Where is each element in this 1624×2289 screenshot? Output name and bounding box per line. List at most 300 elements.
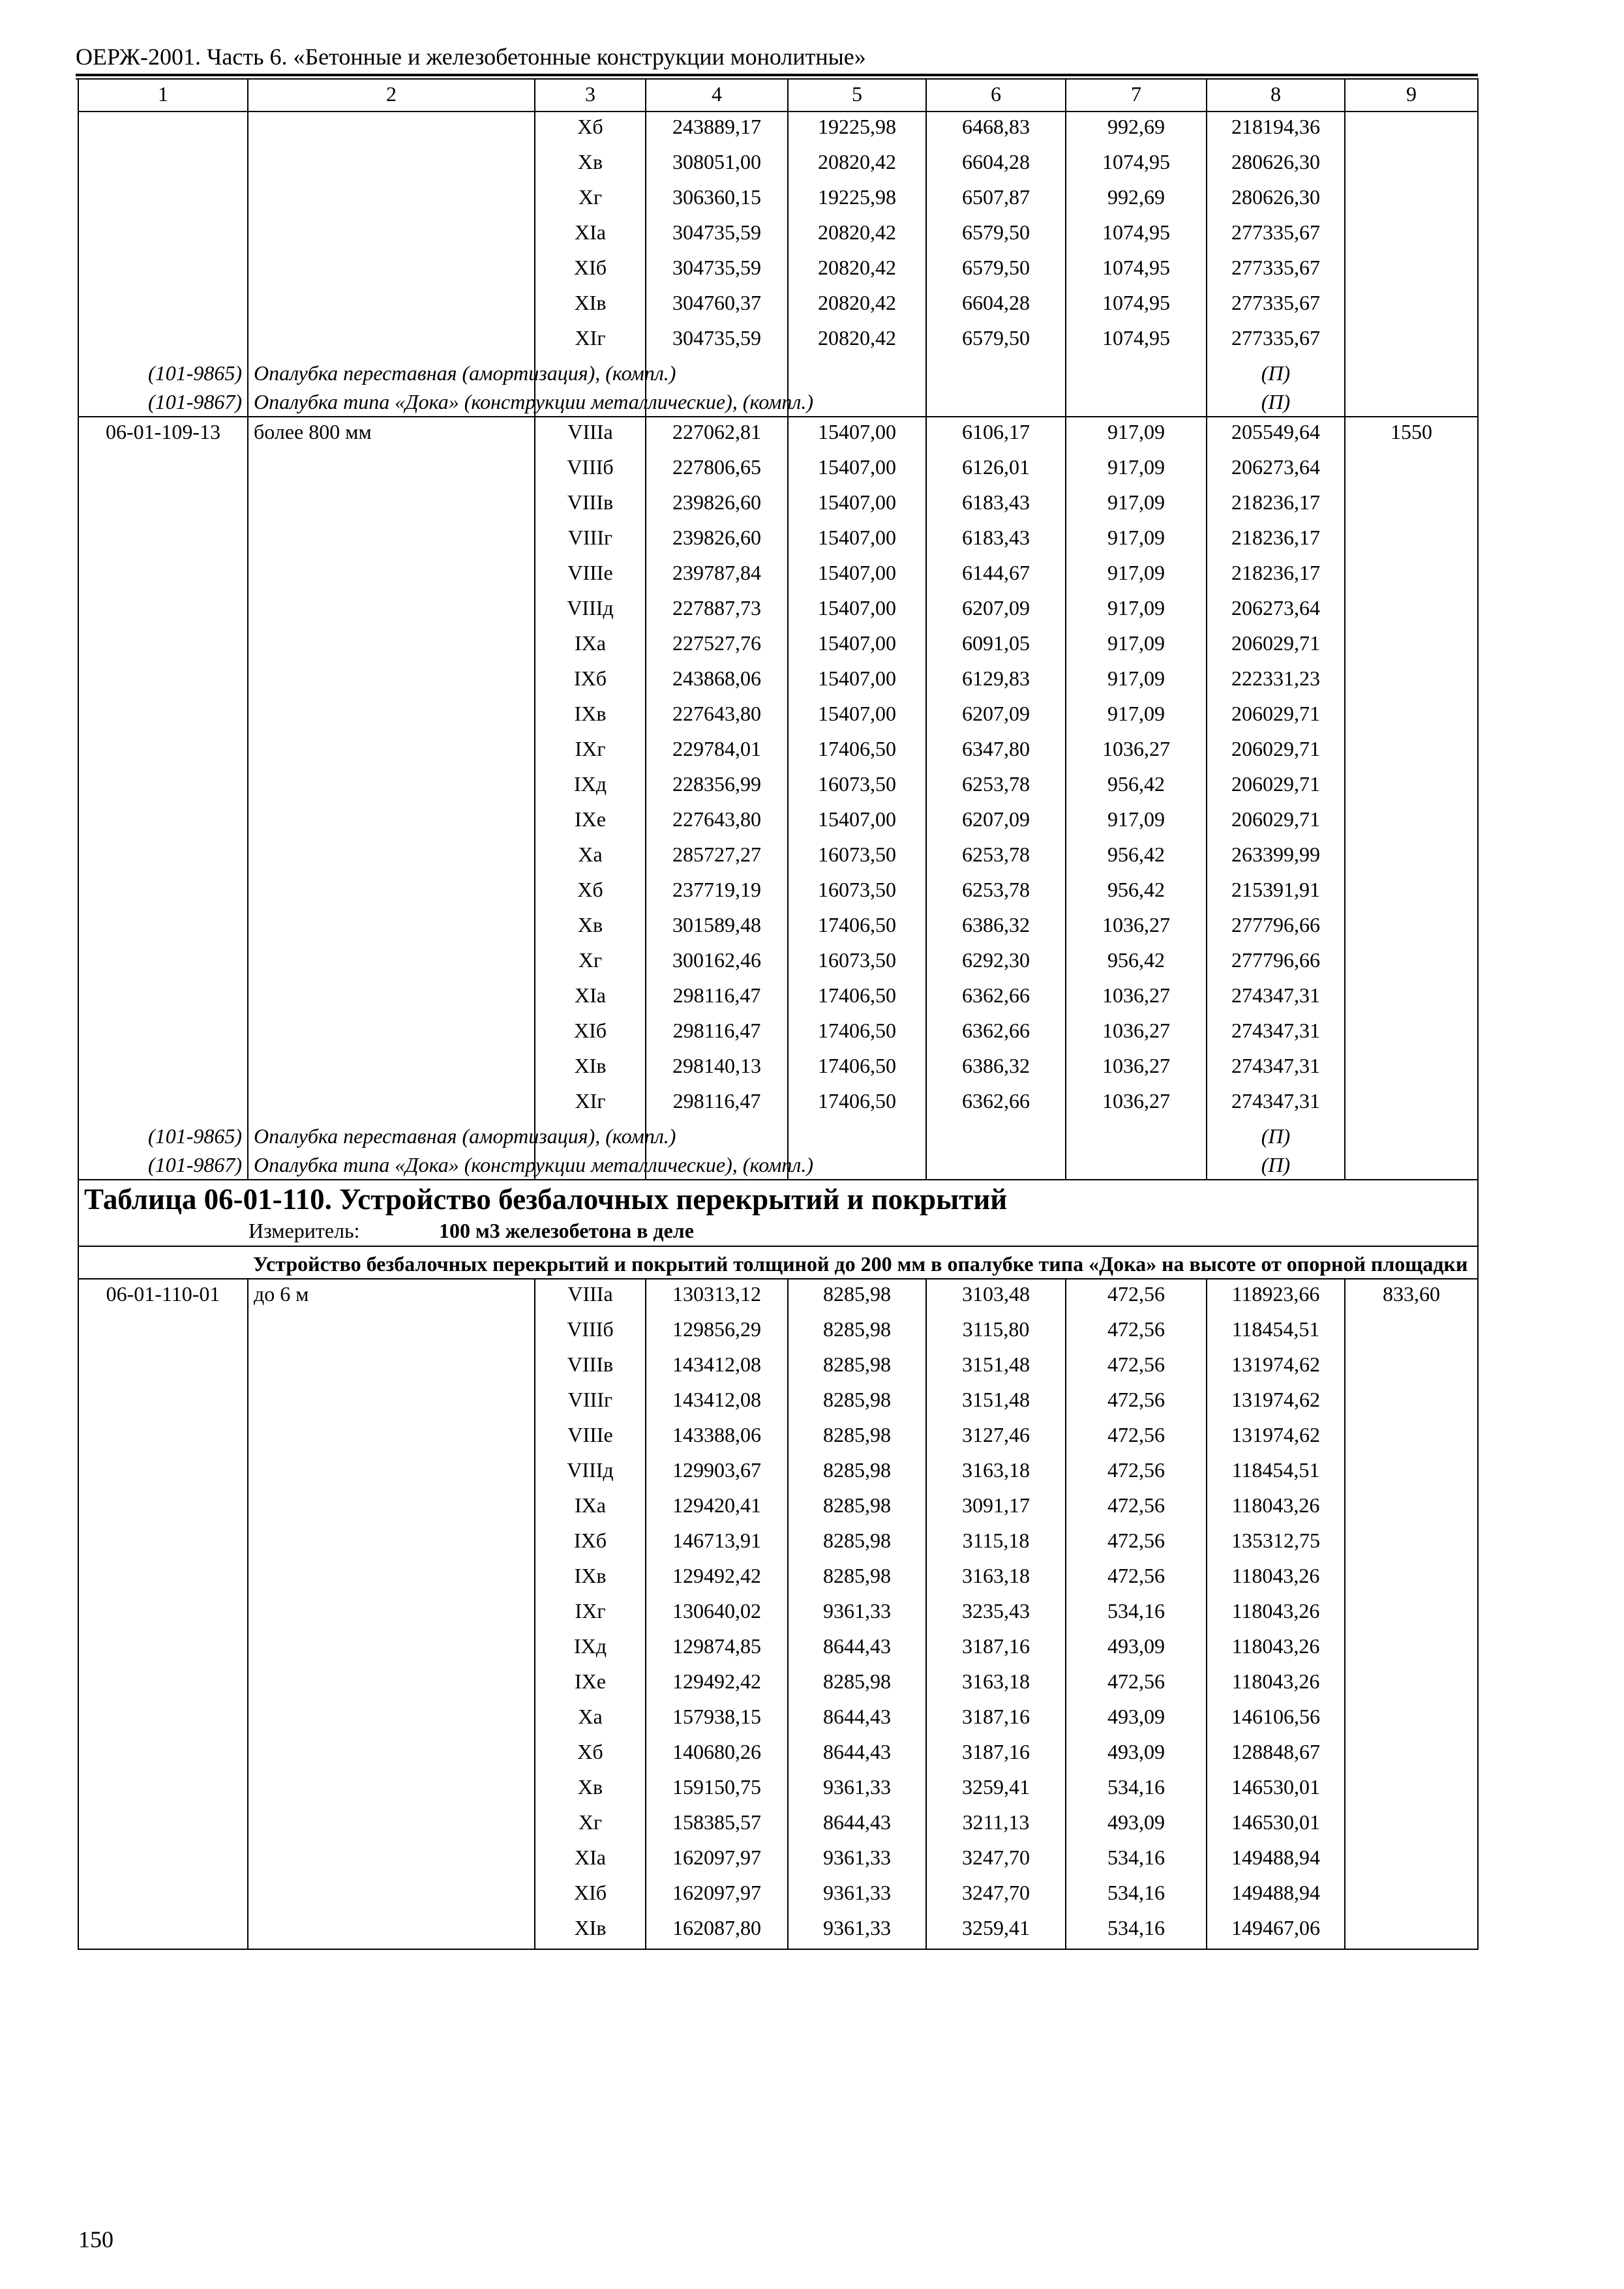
machines-cell: 6507,87 — [926, 183, 1066, 218]
machines-cell: 3091,17 — [926, 1491, 1066, 1526]
wages-cell: 9361,33 — [788, 1773, 926, 1808]
wages-cell: 8285,98 — [788, 1491, 926, 1526]
labor-cell — [1345, 1843, 1478, 1878]
table-row — [78, 1279, 1478, 1315]
code-cell — [78, 875, 248, 910]
table-row — [78, 1350, 1478, 1385]
code-cell — [78, 147, 248, 183]
zone-cell: Хв — [535, 147, 646, 183]
materials-cell: 277796,66 — [1207, 910, 1345, 946]
zone-cell: Хб — [535, 875, 646, 910]
wages-cell: 20820,42 — [788, 218, 926, 253]
zone-cell: VIIIд — [535, 1456, 646, 1491]
zone-cell: VIIIб — [535, 1315, 646, 1350]
machinists-wages-cell: 917,09 — [1066, 558, 1207, 593]
materials-cell: 218236,17 — [1207, 558, 1345, 593]
machinists-wages-cell: 917,09 — [1066, 805, 1207, 840]
table-row — [78, 288, 1478, 323]
total-cost-cell: 157938,15 — [646, 1702, 788, 1737]
machines-cell: 3163,18 — [926, 1561, 1066, 1596]
machinists-wages-cell: 1036,27 — [1066, 910, 1207, 946]
code-cell — [78, 1808, 248, 1843]
code-cell — [78, 1456, 248, 1491]
total-cost-cell: 162097,97 — [646, 1843, 788, 1878]
machines-cell: 6207,09 — [926, 805, 1066, 840]
zone-cell: Xa — [535, 1702, 646, 1737]
column-number: 2 — [248, 79, 535, 112]
materials-cell: 118454,51 — [1207, 1315, 1345, 1350]
code-cell — [78, 1843, 248, 1878]
empty-cell — [1066, 387, 1207, 417]
column-number-row — [78, 79, 1478, 112]
wages-cell: 8285,98 — [788, 1350, 926, 1385]
table-row — [78, 1315, 1478, 1350]
labor-cell — [1345, 218, 1478, 253]
table-title-row — [78, 1180, 1478, 1246]
wages-cell: 16073,50 — [788, 840, 926, 875]
code-cell: 06-01-109-13 — [78, 417, 248, 453]
table-row — [78, 112, 1478, 147]
wages-cell: 20820,42 — [788, 288, 926, 323]
machines-cell: 6362,66 — [926, 981, 1066, 1016]
resource-unit: (П) — [1207, 387, 1345, 417]
materials-cell: 128848,67 — [1207, 1737, 1345, 1773]
wages-cell: 8644,43 — [788, 1737, 926, 1773]
materials-cell: 118923,66 — [1207, 1279, 1345, 1315]
total-cost-cell: 228356,99 — [646, 770, 788, 805]
machines-cell: 3151,48 — [926, 1385, 1066, 1420]
table-row — [78, 1051, 1478, 1086]
wages-cell: 8285,98 — [788, 1456, 926, 1491]
table-row — [78, 1086, 1478, 1122]
machinists-wages-cell: 917,09 — [1066, 417, 1207, 453]
labor-cell — [1345, 1491, 1478, 1526]
wages-cell: 15407,00 — [788, 699, 926, 734]
name-cell — [248, 1913, 535, 1949]
rates-table — [78, 78, 1479, 1950]
table-row — [78, 805, 1478, 840]
wages-cell: 8285,98 — [788, 1279, 926, 1315]
materials-cell: 218236,17 — [1207, 488, 1345, 523]
machines-cell: 3115,18 — [926, 1526, 1066, 1561]
labor-cell — [1345, 981, 1478, 1016]
materials-cell: 118043,26 — [1207, 1491, 1345, 1526]
measure-line — [84, 1218, 1472, 1246]
machinists-wages-cell: 1036,27 — [1066, 1016, 1207, 1051]
wages-cell: 9361,33 — [788, 1913, 926, 1949]
code-cell — [78, 558, 248, 593]
code-cell — [78, 1561, 248, 1596]
materials-cell: 206029,71 — [1207, 629, 1345, 664]
empty-cell — [1066, 359, 1207, 387]
machines-cell: 3187,16 — [926, 1632, 1066, 1667]
zone-cell: XIв — [535, 1913, 646, 1949]
zone-cell: Хг — [535, 183, 646, 218]
zone-cell: IXе — [535, 1667, 646, 1702]
code-cell — [78, 253, 248, 288]
wages-cell: 16073,50 — [788, 875, 926, 910]
machinists-wages-cell: 472,56 — [1066, 1279, 1207, 1315]
wages-cell: 17406,50 — [788, 910, 926, 946]
table-row — [78, 453, 1478, 488]
total-cost-cell: 229784,01 — [646, 734, 788, 770]
name-cell — [248, 910, 535, 946]
labor-cell — [1345, 1632, 1478, 1667]
code-cell — [78, 910, 248, 946]
machinists-wages-cell: 472,56 — [1066, 1315, 1207, 1350]
machinists-wages-cell: 1036,27 — [1066, 981, 1207, 1016]
code-cell — [78, 1632, 248, 1667]
wages-cell: 15407,00 — [788, 523, 926, 558]
name-cell — [248, 593, 535, 629]
labor-cell — [1345, 1737, 1478, 1773]
labor-cell — [1345, 488, 1478, 523]
code-cell — [78, 1491, 248, 1526]
machines-cell: 3103,48 — [926, 1279, 1066, 1315]
column-number: 1 — [78, 79, 248, 112]
materials-cell: 146530,01 — [1207, 1808, 1345, 1843]
labor-cell — [1345, 629, 1478, 664]
resource-name: Опалубка переставная (амортизация), (компл.) — [248, 359, 535, 387]
table-row — [78, 1702, 1478, 1737]
resource-row — [78, 1150, 1478, 1180]
labor-cell — [1345, 1315, 1478, 1350]
labor-cell — [1345, 840, 1478, 875]
labor-cell — [1345, 593, 1478, 629]
name-cell — [248, 488, 535, 523]
labor-cell — [1345, 1702, 1478, 1737]
code-cell — [78, 218, 248, 253]
measure-value: 100 м3 железобетона в деле — [439, 1219, 694, 1242]
total-cost-cell: 304735,59 — [646, 218, 788, 253]
materials-cell: 274347,31 — [1207, 1086, 1345, 1122]
labor-cell — [1345, 1420, 1478, 1456]
total-cost-cell: 129903,67 — [646, 1456, 788, 1491]
name-cell — [248, 558, 535, 593]
empty-cell — [1345, 1122, 1478, 1150]
machinists-wages-cell: 472,56 — [1066, 1420, 1207, 1456]
page-number: 150 — [78, 2226, 113, 2252]
measure-label: Измеритель: — [248, 1219, 360, 1242]
wages-cell: 9361,33 — [788, 1878, 926, 1913]
total-cost-cell: 146713,91 — [646, 1526, 788, 1561]
materials-cell: 274347,31 — [1207, 1016, 1345, 1051]
empty-cell — [1345, 359, 1478, 387]
labor-cell — [1345, 453, 1478, 488]
labor-cell — [1345, 1350, 1478, 1385]
machines-cell: 3259,41 — [926, 1913, 1066, 1949]
materials-cell: 206029,71 — [1207, 734, 1345, 770]
code-cell — [78, 805, 248, 840]
name-cell — [248, 1051, 535, 1086]
total-cost-cell: 239826,60 — [646, 523, 788, 558]
name-cell — [248, 875, 535, 910]
machines-cell: 6144,67 — [926, 558, 1066, 593]
zone-cell: XIб — [535, 1016, 646, 1051]
machines-cell: 3247,70 — [926, 1878, 1066, 1913]
wages-cell: 8285,98 — [788, 1385, 926, 1420]
machinists-wages-cell: 917,09 — [1066, 488, 1207, 523]
resource-code: (101-9867) — [78, 1150, 248, 1180]
name-cell — [248, 1420, 535, 1456]
total-cost-cell: 129492,42 — [646, 1561, 788, 1596]
materials-cell: 206029,71 — [1207, 770, 1345, 805]
machines-cell: 6106,17 — [926, 417, 1066, 453]
zone-cell: IXг — [535, 1596, 646, 1632]
zone-cell: Хг — [535, 946, 646, 981]
total-cost-cell: 162087,80 — [646, 1913, 788, 1949]
materials-cell: 206273,64 — [1207, 593, 1345, 629]
total-cost-cell: 140680,26 — [646, 1737, 788, 1773]
name-cell — [248, 1843, 535, 1878]
zone-cell: XIa — [535, 218, 646, 253]
total-cost-cell: 243868,06 — [646, 664, 788, 699]
labor-cell — [1345, 1051, 1478, 1086]
labor-cell — [1345, 805, 1478, 840]
materials-cell: 146106,56 — [1207, 1702, 1345, 1737]
wages-cell: 9361,33 — [788, 1596, 926, 1632]
machinists-wages-cell: 956,42 — [1066, 770, 1207, 805]
materials-cell: 131974,62 — [1207, 1420, 1345, 1456]
machines-cell: 3151,48 — [926, 1350, 1066, 1385]
name-cell — [248, 1526, 535, 1561]
total-cost-cell: 298140,13 — [646, 1051, 788, 1086]
zone-cell: VIIIa — [535, 1279, 646, 1315]
resource-code: (101-9865) — [78, 1122, 248, 1150]
name-cell — [248, 1350, 535, 1385]
machines-cell: 6253,78 — [926, 770, 1066, 805]
table-row — [78, 183, 1478, 218]
labor-cell: 1550 — [1345, 417, 1478, 453]
code-cell — [78, 1086, 248, 1122]
column-number: 9 — [1345, 79, 1478, 112]
machinists-wages-cell: 917,09 — [1066, 699, 1207, 734]
name-cell — [248, 1491, 535, 1526]
wages-cell: 17406,50 — [788, 1016, 926, 1051]
empty-cell — [78, 1246, 248, 1279]
table-row — [78, 981, 1478, 1016]
table-row — [78, 593, 1478, 629]
wages-cell: 17406,50 — [788, 1086, 926, 1122]
total-cost-cell: 227643,80 — [646, 805, 788, 840]
name-cell — [248, 323, 535, 359]
zone-cell: Хг — [535, 1808, 646, 1843]
zone-cell: VIIIе — [535, 558, 646, 593]
resource-unit: (П) — [1207, 1150, 1345, 1180]
table-row — [78, 770, 1478, 805]
table-row — [78, 1737, 1478, 1773]
zone-cell: IXб — [535, 1526, 646, 1561]
machines-cell: 6292,30 — [926, 946, 1066, 981]
machinists-wages-cell: 956,42 — [1066, 875, 1207, 910]
machines-cell: 3235,43 — [926, 1596, 1066, 1632]
materials-cell: 277335,67 — [1207, 253, 1345, 288]
machines-cell: 3211,13 — [926, 1808, 1066, 1843]
materials-cell: 206273,64 — [1207, 453, 1345, 488]
materials-cell: 215391,91 — [1207, 875, 1345, 910]
labor-cell — [1345, 1456, 1478, 1491]
wages-cell: 8644,43 — [788, 1702, 926, 1737]
name-cell — [248, 1596, 535, 1632]
total-cost-cell: 239787,84 — [646, 558, 788, 593]
total-cost-cell: 129492,42 — [646, 1667, 788, 1702]
empty-cell — [1345, 1150, 1478, 1180]
materials-cell: 280626,30 — [1207, 183, 1345, 218]
machinists-wages-cell: 472,56 — [1066, 1491, 1207, 1526]
machinists-wages-cell: 472,56 — [1066, 1667, 1207, 1702]
materials-cell: 218236,17 — [1207, 523, 1345, 558]
machines-cell: 6579,50 — [926, 323, 1066, 359]
name-cell — [248, 183, 535, 218]
materials-cell: 146530,01 — [1207, 1773, 1345, 1808]
code-cell — [78, 946, 248, 981]
wages-cell: 19225,98 — [788, 112, 926, 147]
machinists-wages-cell: 534,16 — [1066, 1843, 1207, 1878]
code-cell — [78, 629, 248, 664]
table-row — [78, 523, 1478, 558]
wages-cell: 17406,50 — [788, 734, 926, 770]
total-cost-cell: 227062,81 — [646, 417, 788, 453]
labor-cell — [1345, 699, 1478, 734]
wages-cell: 15407,00 — [788, 629, 926, 664]
table-row — [78, 1878, 1478, 1913]
labor-cell — [1345, 770, 1478, 805]
machinists-wages-cell: 1036,27 — [1066, 1051, 1207, 1086]
code-cell — [78, 1385, 248, 1420]
machines-cell: 6253,78 — [926, 875, 1066, 910]
total-cost-cell: 298116,47 — [646, 1016, 788, 1051]
name-cell — [248, 946, 535, 981]
code-cell — [78, 523, 248, 558]
name-cell — [248, 1315, 535, 1350]
resource-name: Опалубка типа «Дока» (конструкции металлические), (компл.) — [248, 1150, 535, 1180]
total-cost-cell: 308051,00 — [646, 147, 788, 183]
empty-cell — [1066, 1150, 1207, 1180]
name-cell — [248, 734, 535, 770]
code-cell — [78, 453, 248, 488]
resource-row — [78, 1122, 1478, 1150]
wages-cell: 15407,00 — [788, 488, 926, 523]
zone-cell: IXд — [535, 1632, 646, 1667]
materials-cell: 118454,51 — [1207, 1456, 1345, 1491]
table-row — [78, 1913, 1478, 1949]
table-row — [78, 734, 1478, 770]
labor-cell — [1345, 147, 1478, 183]
wages-cell: 17406,50 — [788, 1051, 926, 1086]
resource-code: (101-9865) — [78, 359, 248, 387]
machinists-wages-cell: 917,09 — [1066, 523, 1207, 558]
total-cost-cell: 143412,08 — [646, 1385, 788, 1420]
total-cost-cell: 227643,80 — [646, 699, 788, 734]
empty-cell — [926, 1122, 1066, 1150]
code-cell — [78, 981, 248, 1016]
materials-cell: 118043,26 — [1207, 1561, 1345, 1596]
table-row — [78, 218, 1478, 253]
machinists-wages-cell: 472,56 — [1066, 1526, 1207, 1561]
table-row — [78, 910, 1478, 946]
column-number: 4 — [646, 79, 788, 112]
zone-cell: XIa — [535, 981, 646, 1016]
machines-cell: 6604,28 — [926, 288, 1066, 323]
table-row — [78, 875, 1478, 910]
name-cell — [248, 288, 535, 323]
machinists-wages-cell: 956,42 — [1066, 840, 1207, 875]
resource-unit: (П) — [1207, 359, 1345, 387]
labor-cell — [1345, 288, 1478, 323]
name-cell — [248, 1086, 535, 1122]
wages-cell: 15407,00 — [788, 558, 926, 593]
materials-cell: 118043,26 — [1207, 1667, 1345, 1702]
wages-cell: 16073,50 — [788, 770, 926, 805]
labor-cell — [1345, 1385, 1478, 1420]
machines-cell: 6362,66 — [926, 1086, 1066, 1122]
machines-cell: 6468,83 — [926, 112, 1066, 147]
total-cost-cell: 143388,06 — [646, 1420, 788, 1456]
total-cost-cell: 285727,27 — [646, 840, 788, 875]
zone-cell: Xa — [535, 840, 646, 875]
labor-cell — [1345, 664, 1478, 699]
code-cell — [78, 183, 248, 218]
labor-cell — [1345, 1086, 1478, 1122]
resource-unit: (П) — [1207, 1122, 1345, 1150]
machines-cell: 6129,83 — [926, 664, 1066, 699]
wages-cell: 20820,42 — [788, 147, 926, 183]
machinists-wages-cell: 1074,95 — [1066, 218, 1207, 253]
zone-cell: IXa — [535, 1491, 646, 1526]
zone-cell: VIIIд — [535, 593, 646, 629]
name-cell — [248, 699, 535, 734]
code-cell — [78, 1702, 248, 1737]
code-cell — [78, 1737, 248, 1773]
wages-cell: 20820,42 — [788, 253, 926, 288]
materials-cell: 274347,31 — [1207, 981, 1345, 1016]
zone-cell: XIв — [535, 288, 646, 323]
total-cost-cell: 130640,02 — [646, 1596, 788, 1632]
name-cell — [248, 1773, 535, 1808]
name-cell — [248, 1702, 535, 1737]
code-cell — [78, 734, 248, 770]
machinists-wages-cell: 534,16 — [1066, 1773, 1207, 1808]
materials-cell: 274347,31 — [1207, 1051, 1345, 1086]
total-cost-cell: 304735,59 — [646, 323, 788, 359]
materials-cell: 277335,67 — [1207, 323, 1345, 359]
machines-cell: 3259,41 — [926, 1773, 1066, 1808]
machines-cell: 3163,18 — [926, 1456, 1066, 1491]
name-cell — [248, 523, 535, 558]
column-number: 5 — [788, 79, 926, 112]
code-cell — [78, 1773, 248, 1808]
code-cell — [78, 1667, 248, 1702]
zone-cell: Хв — [535, 1773, 646, 1808]
name-cell — [248, 1808, 535, 1843]
materials-cell: 263399,99 — [1207, 840, 1345, 875]
total-cost-cell: 237719,19 — [646, 875, 788, 910]
materials-cell: 277335,67 — [1207, 288, 1345, 323]
name-cell — [248, 1016, 535, 1051]
zone-cell: Хб — [535, 112, 646, 147]
table-row — [78, 1016, 1478, 1051]
machinists-wages-cell: 493,09 — [1066, 1737, 1207, 1773]
table-row — [78, 558, 1478, 593]
code-cell — [78, 593, 248, 629]
labor-cell — [1345, 910, 1478, 946]
labor-cell — [1345, 253, 1478, 288]
empty-cell — [1066, 1122, 1207, 1150]
column-number: 8 — [1207, 79, 1345, 112]
empty-cell — [926, 387, 1066, 417]
table-row — [78, 1456, 1478, 1491]
zone-cell: VIIIб — [535, 453, 646, 488]
